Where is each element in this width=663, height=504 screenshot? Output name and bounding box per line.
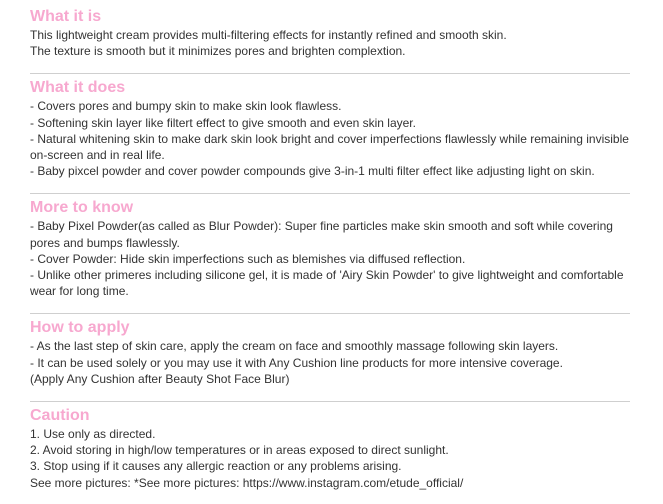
- section-title: Caution: [30, 407, 90, 425]
- text-line: - Unlike other primeres including silicone gel, it is made of 'Airy Skin Powder' to give lightweight and comfortable: [30, 268, 624, 283]
- section-more-to-know: [30, 198, 630, 299]
- section-caution: [30, 406, 630, 491]
- text-line: pores and bumps flawlessly.: [30, 235, 180, 250]
- section-title: More to know: [30, 199, 134, 217]
- section-divider: [30, 193, 630, 194]
- product-description: [30, 7, 630, 491]
- section-body: [30, 98, 630, 179]
- text-line: - Covers pores and bumpy skin to make skin look flawless.: [30, 99, 342, 114]
- section-divider: [30, 313, 630, 314]
- see-more-link-line[interactable]: See more pictures: *See more pictures: https://www.instagram.com/etude_official/: [30, 475, 464, 490]
- text-line: - As the last step of skin care, apply the cream on face and smoothly massage following skin layers.: [30, 339, 559, 354]
- text-line: - Natural whitening skin to make dark skin look bright and cover imperfections flawlessly while remaining invisible: [30, 131, 629, 146]
- text-line: - Baby pixcel powder and cover powder compounds give 3-in-1 multi filter effect like adjusting light on skin.: [30, 164, 595, 179]
- text-line: (Apply Any Cushion after Beauty Shot Face Blur): [30, 371, 290, 386]
- text-line: wear for long time.: [30, 284, 129, 299]
- text-line: This lightweight cream provides multi-filtering effects for instantly refined and smooth skin.: [30, 28, 507, 42]
- section-what-it-does: [30, 78, 630, 179]
- section-body: [30, 426, 630, 491]
- text-line: 2. Avoid storing in high/low temperatures or in areas exposed to direct sunlight.: [30, 443, 449, 458]
- section-divider: [30, 401, 630, 402]
- text-line: - It can be used solely or you may use it with Any Cushion line products for more intensive coverage.: [30, 355, 563, 370]
- section-body: [30, 27, 630, 59]
- section-title: What it is: [30, 8, 102, 25]
- section-body: [30, 338, 630, 387]
- section-title: What it does: [30, 79, 126, 97]
- section-body: [30, 218, 630, 299]
- section-divider: [30, 73, 630, 74]
- text-line: The texture is smooth but it minimizes pores and brighten complextion.: [30, 44, 406, 59]
- text-line: - Baby Pixel Powder(as called as Blur Powder): Super fine particles make skin smooth and soft while covering: [30, 219, 613, 234]
- text-line: 1. Use only as directed.: [30, 427, 156, 442]
- text-line: - Softening skin layer like filtert effect to give smooth and even skin layer.: [30, 115, 416, 130]
- section-what-it-is: [30, 7, 630, 59]
- text-line: on-screen and in real life.: [30, 148, 165, 163]
- section-how-to-apply: [30, 318, 630, 387]
- section-title: How to apply: [30, 319, 130, 337]
- text-line: 3. Stop using if it causes any allergic reaction or any problems arising.: [30, 459, 402, 474]
- text-line: - Cover Powder: Hide skin imperfections such as blemishes via diffused reflection.: [30, 251, 466, 266]
